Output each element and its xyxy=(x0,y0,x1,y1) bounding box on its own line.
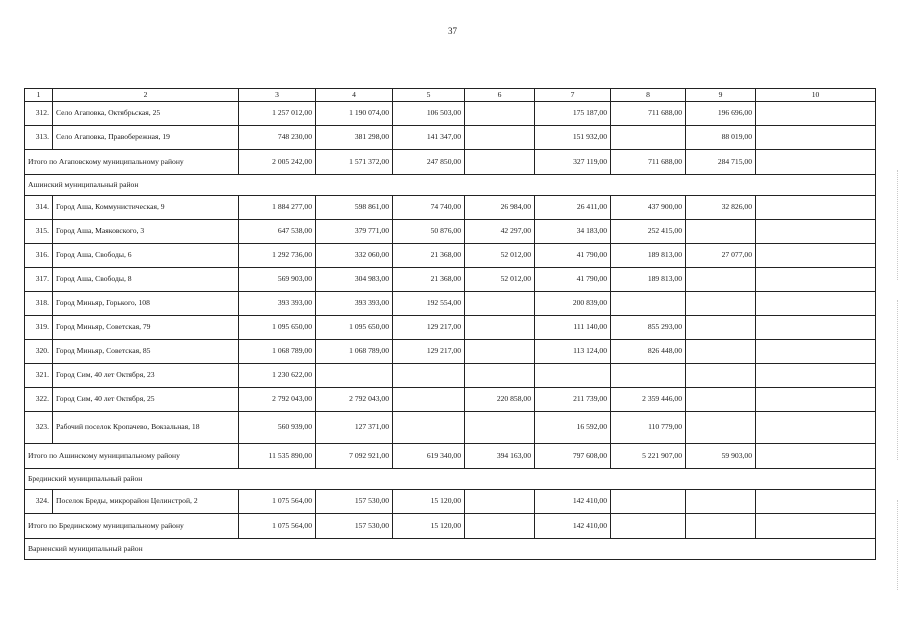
total-row xyxy=(25,444,876,469)
amount-cell: 110 779,00 xyxy=(611,412,686,444)
amount-cell xyxy=(756,196,876,220)
total-label: Итого по Ашинскому муниципальному району xyxy=(25,444,239,469)
amount-cell: 1 884 277,00 xyxy=(239,196,316,220)
amount-cell: 393 393,00 xyxy=(239,292,316,316)
amount-cell xyxy=(465,292,535,316)
amount-cell xyxy=(611,364,686,388)
total-label: Итого по Агаповскому муниципальному району xyxy=(25,150,239,175)
amount-cell: 21 368,00 xyxy=(393,268,465,292)
amount-cell: 560 939,00 xyxy=(239,412,316,444)
amount-cell xyxy=(686,490,756,514)
amount-cell: 1 075 564,00 xyxy=(239,514,316,539)
address-cell: Село Агаповка, Октябрьская, 25 xyxy=(53,102,239,126)
amount-cell xyxy=(393,364,465,388)
row-number: 321. xyxy=(25,364,53,388)
amount-cell xyxy=(686,388,756,412)
amount-cell xyxy=(316,364,393,388)
amount-cell: 7 092 921,00 xyxy=(316,444,393,469)
address-cell: Город Сим, 40 лет Октября, 23 xyxy=(53,364,239,388)
table-row xyxy=(25,388,876,412)
amount-cell: 711 688,00 xyxy=(611,102,686,126)
amount-cell: 157 530,00 xyxy=(316,490,393,514)
amount-cell: 1 095 650,00 xyxy=(316,316,393,340)
amount-cell: 569 903,00 xyxy=(239,268,316,292)
amount-cell: 1 571 372,00 xyxy=(316,150,393,175)
amount-cell: 711 688,00 xyxy=(611,150,686,175)
amount-cell xyxy=(756,150,876,175)
address-cell: Город Аша, Свободы, 6 xyxy=(53,244,239,268)
row-number: 324. xyxy=(25,490,53,514)
table-body xyxy=(25,89,876,560)
amount-cell: 437 900,00 xyxy=(611,196,686,220)
amount-cell: 1 068 789,00 xyxy=(316,340,393,364)
amount-cell: 284 715,00 xyxy=(686,150,756,175)
amount-cell xyxy=(465,126,535,150)
amount-cell xyxy=(686,412,756,444)
amount-cell xyxy=(686,316,756,340)
amount-cell: 826 448,00 xyxy=(611,340,686,364)
amount-cell: 21 368,00 xyxy=(393,244,465,268)
amount-cell: 304 983,00 xyxy=(316,268,393,292)
amount-cell xyxy=(465,364,535,388)
amount-cell xyxy=(465,150,535,175)
amount-cell: 2 005 242,00 xyxy=(239,150,316,175)
amount-cell: 379 771,00 xyxy=(316,220,393,244)
amount-cell: 41 790,00 xyxy=(535,268,611,292)
amount-cell: 748 230,00 xyxy=(239,126,316,150)
amount-cell: 5 221 907,00 xyxy=(611,444,686,469)
section-row xyxy=(25,469,876,490)
address-cell: Город Миньяр, Советская, 79 xyxy=(53,316,239,340)
amount-cell: 26 411,00 xyxy=(535,196,611,220)
row-number: 318. xyxy=(25,292,53,316)
amount-cell: 175 187,00 xyxy=(535,102,611,126)
amount-cell: 797 608,00 xyxy=(535,444,611,469)
amount-cell: 394 163,00 xyxy=(465,444,535,469)
table-row xyxy=(25,102,876,126)
row-number: 317. xyxy=(25,268,53,292)
amount-cell xyxy=(611,514,686,539)
amount-cell: 15 120,00 xyxy=(393,490,465,514)
section-title: Брединский муниципальный район xyxy=(25,469,876,490)
amount-cell xyxy=(393,388,465,412)
address-cell: Город Аша, Коммунистическая, 9 xyxy=(53,196,239,220)
amount-cell: 113 124,00 xyxy=(535,340,611,364)
amount-cell: 647 538,00 xyxy=(239,220,316,244)
amount-cell: 1 095 650,00 xyxy=(239,316,316,340)
amount-cell: 106 503,00 xyxy=(393,102,465,126)
amount-cell xyxy=(686,292,756,316)
row-number: 313. xyxy=(25,126,53,150)
data-table xyxy=(24,88,876,560)
amount-cell: 220 858,00 xyxy=(465,388,535,412)
amount-cell: 247 850,00 xyxy=(393,150,465,175)
amount-cell: 327 119,00 xyxy=(535,150,611,175)
amount-cell xyxy=(465,412,535,444)
amount-cell xyxy=(611,292,686,316)
amount-cell: 52 012,00 xyxy=(465,244,535,268)
amount-cell: 332 060,00 xyxy=(316,244,393,268)
amount-cell: 111 140,00 xyxy=(535,316,611,340)
row-number: 319. xyxy=(25,316,53,340)
amount-cell: 619 340,00 xyxy=(393,444,465,469)
amount-cell: 192 554,00 xyxy=(393,292,465,316)
table-row xyxy=(25,292,876,316)
header-cell: 9 xyxy=(686,89,756,102)
amount-cell: 1 292 736,00 xyxy=(239,244,316,268)
amount-cell: 142 410,00 xyxy=(535,514,611,539)
total-row xyxy=(25,150,876,175)
amount-cell xyxy=(611,490,686,514)
address-cell: Город Миньяр, Советская, 85 xyxy=(53,340,239,364)
amount-cell: 2 792 043,00 xyxy=(239,388,316,412)
header-cell: 2 xyxy=(53,89,239,102)
amount-cell: 127 371,00 xyxy=(316,412,393,444)
amount-cell xyxy=(756,220,876,244)
amount-cell xyxy=(756,444,876,469)
amount-cell: 381 298,00 xyxy=(316,126,393,150)
amount-cell: 88 019,00 xyxy=(686,126,756,150)
amount-cell xyxy=(611,126,686,150)
amount-cell xyxy=(756,514,876,539)
amount-cell: 129 217,00 xyxy=(393,340,465,364)
amount-cell: 196 696,00 xyxy=(686,102,756,126)
amount-cell xyxy=(756,268,876,292)
scan-artifact xyxy=(897,300,899,460)
amount-cell: 1 068 789,00 xyxy=(239,340,316,364)
amount-cell: 11 535 890,00 xyxy=(239,444,316,469)
header-cell: 3 xyxy=(239,89,316,102)
amount-cell: 252 415,00 xyxy=(611,220,686,244)
section-title: Ашинский муниципальный район xyxy=(25,175,876,196)
amount-cell xyxy=(535,364,611,388)
address-cell: Город Миньяр, Горького, 108 xyxy=(53,292,239,316)
amount-cell xyxy=(686,340,756,364)
amount-cell: 1 230 622,00 xyxy=(239,364,316,388)
row-number: 322. xyxy=(25,388,53,412)
amount-cell: 855 293,00 xyxy=(611,316,686,340)
amount-cell xyxy=(756,388,876,412)
address-cell: Город Аша, Свободы, 8 xyxy=(53,268,239,292)
amount-cell: 1 075 564,00 xyxy=(239,490,316,514)
amount-cell xyxy=(686,514,756,539)
amount-cell: 200 839,00 xyxy=(535,292,611,316)
row-number: 312. xyxy=(25,102,53,126)
amount-cell xyxy=(756,340,876,364)
table-row xyxy=(25,220,876,244)
amount-cell xyxy=(756,490,876,514)
amount-cell: 1 190 074,00 xyxy=(316,102,393,126)
address-cell: Город Сим, 40 лет Октября, 25 xyxy=(53,388,239,412)
amount-cell: 2 359 446,00 xyxy=(611,388,686,412)
amount-cell xyxy=(465,102,535,126)
amount-cell: 34 183,00 xyxy=(535,220,611,244)
section-row xyxy=(25,175,876,196)
amount-cell: 41 790,00 xyxy=(535,244,611,268)
header-cell: 1 xyxy=(25,89,53,102)
amount-cell: 151 932,00 xyxy=(535,126,611,150)
header-row xyxy=(25,89,876,102)
row-number: 314. xyxy=(25,196,53,220)
amount-cell xyxy=(393,412,465,444)
table-row xyxy=(25,412,876,444)
amount-cell xyxy=(756,244,876,268)
amount-cell xyxy=(686,268,756,292)
address-cell: Поселок Бреды, микрорайон Целинстрой, 2 xyxy=(53,490,239,514)
amount-cell: 74 740,00 xyxy=(393,196,465,220)
address-cell: Город Аша, Маяковского, 3 xyxy=(53,220,239,244)
amount-cell: 189 813,00 xyxy=(611,268,686,292)
row-number: 323. xyxy=(25,412,53,444)
amount-cell: 15 120,00 xyxy=(393,514,465,539)
amount-cell xyxy=(756,316,876,340)
amount-cell: 142 410,00 xyxy=(535,490,611,514)
section-title: Варненский муниципальный район xyxy=(25,539,876,560)
header-cell: 8 xyxy=(611,89,686,102)
amount-cell: 27 077,00 xyxy=(686,244,756,268)
amount-cell: 59 903,00 xyxy=(686,444,756,469)
row-number: 316. xyxy=(25,244,53,268)
total-label: Итого по Брединскому муниципальному району xyxy=(25,514,239,539)
total-row xyxy=(25,514,876,539)
amount-cell: 26 984,00 xyxy=(465,196,535,220)
amount-cell xyxy=(465,316,535,340)
table-row xyxy=(25,490,876,514)
amount-cell: 50 876,00 xyxy=(393,220,465,244)
amount-cell: 2 792 043,00 xyxy=(316,388,393,412)
header-cell: 6 xyxy=(465,89,535,102)
header-cell: 4 xyxy=(316,89,393,102)
amount-cell xyxy=(686,364,756,388)
scan-artifact xyxy=(897,170,899,280)
amount-cell: 211 739,00 xyxy=(535,388,611,412)
address-cell: Рабочий поселок Кропачево, Вокзальная, 18 xyxy=(53,412,239,444)
address-cell: Село Агаповка, Правобережная, 19 xyxy=(53,126,239,150)
row-number: 315. xyxy=(25,220,53,244)
amount-cell: 157 530,00 xyxy=(316,514,393,539)
amount-cell xyxy=(686,220,756,244)
table-row xyxy=(25,268,876,292)
table-row xyxy=(25,316,876,340)
amount-cell: 393 393,00 xyxy=(316,292,393,316)
amount-cell xyxy=(756,292,876,316)
header-cell: 7 xyxy=(535,89,611,102)
amount-cell: 42 297,00 xyxy=(465,220,535,244)
amount-cell: 189 813,00 xyxy=(611,244,686,268)
table-row xyxy=(25,340,876,364)
amount-cell xyxy=(756,102,876,126)
amount-cell: 129 217,00 xyxy=(393,316,465,340)
table-row xyxy=(25,196,876,220)
amount-cell xyxy=(756,126,876,150)
amount-cell: 598 861,00 xyxy=(316,196,393,220)
amount-cell: 52 012,00 xyxy=(465,268,535,292)
row-number: 320. xyxy=(25,340,53,364)
amount-cell xyxy=(756,412,876,444)
amount-cell: 32 826,00 xyxy=(686,196,756,220)
header-cell: 5 xyxy=(393,89,465,102)
amount-cell xyxy=(465,490,535,514)
scan-artifact xyxy=(897,500,899,590)
page-number: 37 xyxy=(448,26,457,36)
table-row xyxy=(25,244,876,268)
amount-cell: 16 592,00 xyxy=(535,412,611,444)
amount-cell xyxy=(756,364,876,388)
header-cell: 10 xyxy=(756,89,876,102)
amount-cell xyxy=(465,514,535,539)
table-row xyxy=(25,126,876,150)
amount-cell: 141 347,00 xyxy=(393,126,465,150)
amount-cell: 1 257 012,00 xyxy=(239,102,316,126)
section-row xyxy=(25,539,876,560)
amount-cell xyxy=(465,340,535,364)
table-row xyxy=(25,364,876,388)
